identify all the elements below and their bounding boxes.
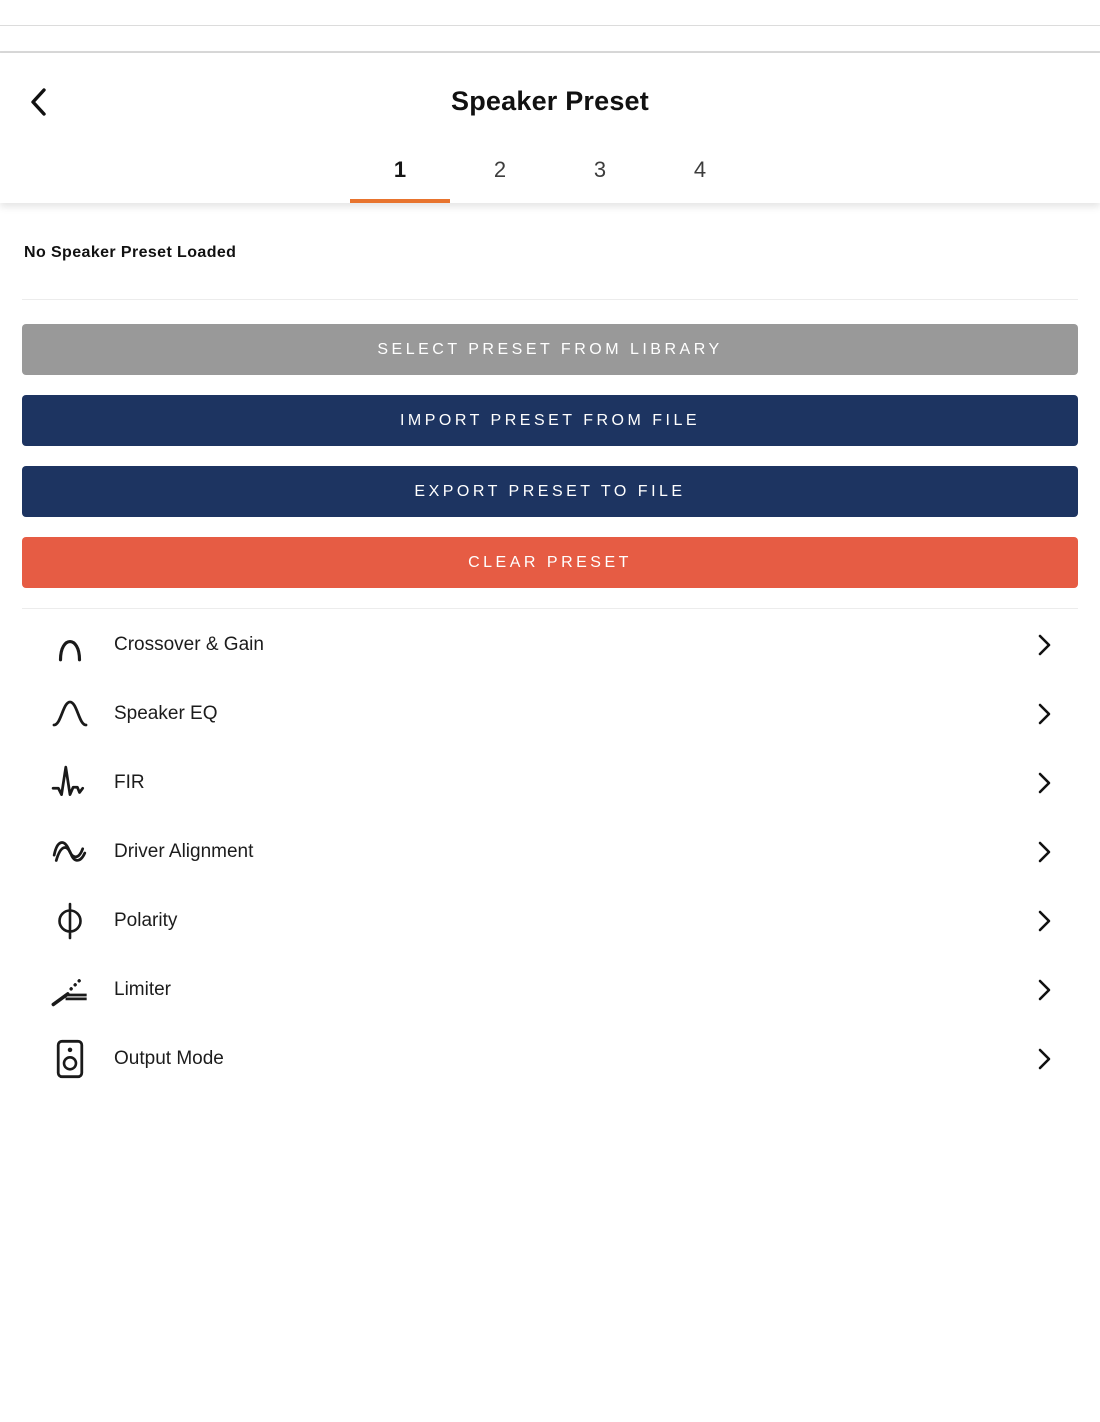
eq-bell-curve-icon: [50, 694, 90, 734]
menu-row-crossover-gain[interactable]: [22, 610, 1078, 679]
speaker-cabinet-icon: [50, 1039, 90, 1079]
tab-3[interactable]: 3: [593, 157, 607, 182]
back-button[interactable]: [24, 86, 54, 118]
menu-label: Polarity: [114, 909, 178, 931]
menu-label: Driver Alignment: [114, 840, 254, 862]
menu-row-limiter[interactable]: [22, 955, 1078, 1024]
header: [0, 53, 1100, 203]
menu-label: Output Mode: [114, 1047, 224, 1069]
crossover-curve-icon: [50, 625, 90, 665]
sine-waves-icon: [50, 832, 90, 872]
main-content: [0, 203, 1100, 1093]
secondary-top-strip: [0, 26, 1100, 53]
preset-actions: [22, 300, 1078, 588]
polarity-circle-icon: [50, 901, 90, 941]
page-title: Speaker Preset: [451, 85, 649, 116]
menu-row-polarity[interactable]: [22, 886, 1078, 955]
tab-1[interactable]: 1: [350, 149, 450, 203]
chevron-left-icon: [27, 87, 51, 117]
menu-label: Crossover & Gain: [114, 633, 264, 655]
menu-row-driver-alignment[interactable]: [22, 817, 1078, 886]
tab-bar: [0, 149, 1100, 203]
tab-4[interactable]: 4: [693, 157, 707, 182]
chevron-right-icon: [1036, 1047, 1054, 1071]
menu-label: FIR: [114, 771, 145, 793]
chevron-right-icon: [1036, 633, 1054, 657]
menu-row-output-mode[interactable]: [22, 1024, 1078, 1093]
chevron-right-icon: [1036, 840, 1054, 864]
import-preset-from-file-button[interactable]: IMPORT PRESET FROM FILE: [22, 395, 1078, 446]
menu-label: Limiter: [114, 978, 172, 1000]
status-bar-strip: [0, 0, 1100, 26]
menu-label: Speaker EQ: [114, 702, 218, 724]
chevron-right-icon: [1036, 702, 1054, 726]
preset-status-text: No Speaker Preset Loaded: [24, 244, 237, 261]
chevron-right-icon: [1036, 978, 1054, 1002]
limiter-knee-icon: [50, 970, 90, 1010]
clear-preset-button[interactable]: CLEAR PRESET: [22, 537, 1078, 588]
chevron-right-icon: [1036, 909, 1054, 933]
tab-2[interactable]: 2: [493, 157, 507, 182]
export-preset-to-file-button[interactable]: EXPORT PRESET TO FILE: [22, 466, 1078, 517]
menu-row-speaker-eq[interactable]: [22, 679, 1078, 748]
header-title-row: [0, 53, 1100, 149]
impulse-response-icon: [50, 763, 90, 803]
settings-menu: [22, 609, 1078, 1093]
menu-row-fir[interactable]: [22, 748, 1078, 817]
select-preset-from-library-button[interactable]: SELECT PRESET FROM LIBRARY: [22, 324, 1078, 375]
chevron-right-icon: [1036, 771, 1054, 795]
